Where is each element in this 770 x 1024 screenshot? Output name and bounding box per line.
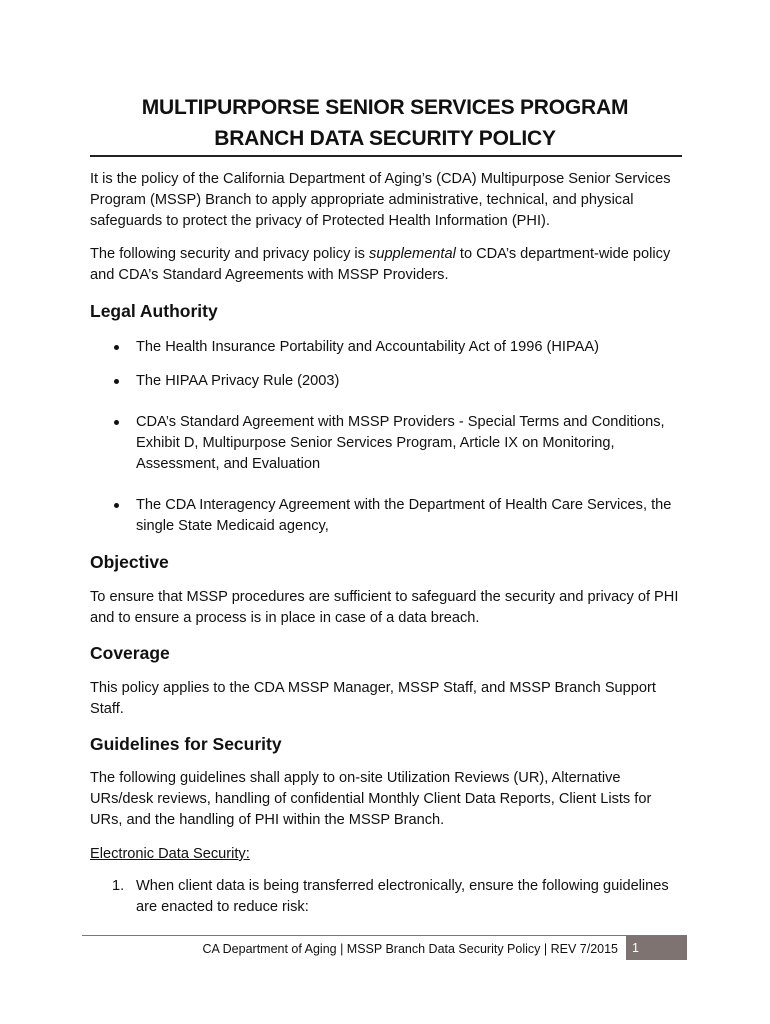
footer-text: CA Department of Aging | MSSP Branch Data Security Policy | REV 7/2015 <box>202 942 618 956</box>
footer-rule <box>82 935 687 936</box>
electronic-data-security-subheading: Electronic Data Security: <box>90 846 250 862</box>
legal-authority-heading: Legal Authority <box>90 301 218 321</box>
legal-authority-list <box>90 337 685 537</box>
legal-authority-item-text: CDA’s Standard Agreement with MSSP Providers - Special Terms and Conditions, Exhibit D, Multipurpose Senior Services Program, Article IX on Monitoring, Assessment, and Evaluation <box>136 414 665 472</box>
legal-authority-item-text: The Health Insurance Portability and Accountability Act of 1996 (HIPAA) <box>136 339 599 355</box>
coverage-heading: Coverage <box>90 643 170 663</box>
guidelines-list-item <box>90 876 685 918</box>
title-line-2: BRANCH DATA SECURITY POLICY <box>214 127 556 150</box>
title-line-1: MULTIPURPORSE SENIOR SERVICES PROGRAM <box>141 96 629 119</box>
list-item-number: 1. <box>112 878 125 894</box>
legal-authority-item <box>90 412 685 475</box>
guidelines-numbered-list <box>90 876 685 918</box>
intro-p2-after: to CDA’s department-wide policy and CDA’s Standard Agreements with MSSP Providers. <box>90 246 671 283</box>
title-underline-rule <box>90 155 682 157</box>
bullet-icon <box>114 420 119 425</box>
bullet-icon <box>114 379 119 384</box>
guidelines-text: The following guidelines shall apply to on-site Utilization Reviews (UR), Alternative URs/desk reviews, handling of confidential Monthly Client Data Reports, Client Lists for URs, and the handling of PHI within the MSSP Branch. <box>90 770 652 828</box>
legal-authority-item <box>90 337 685 358</box>
objective-heading: Objective <box>90 552 169 572</box>
legal-authority-item-text: The CDA Interagency Agreement with the Department of Health Care Services, the single State Medicaid agency, <box>136 497 672 534</box>
coverage-text: This policy applies to the CDA MSSP Manager, MSSP Staff, and MSSP Branch Support Staff. <box>90 680 656 717</box>
intro-paragraph-1: It is the policy of the California Department of Aging’s (CDA) Multipurpose Senior Services Program (MSSP) Branch to apply appropriate administrative, technical, and physical safeguards to protect the privacy of Protected Health Information (PHI). <box>90 171 671 229</box>
intro-p2-before: The following security and privacy policy is <box>90 246 370 262</box>
bullet-icon <box>114 503 119 508</box>
intro-p2-emphasis: supplemental <box>369 246 456 262</box>
objective-text: To ensure that MSSP procedures are sufficient to safeguard the security and privacy of PHI and to ensure a process is in place in case of a data breach. <box>90 589 679 626</box>
legal-authority-item-text: The HIPAA Privacy Rule (2003) <box>136 373 340 389</box>
bullet-icon <box>114 345 119 350</box>
guidelines-heading: Guidelines for Security <box>90 734 282 754</box>
intro-paragraph-2 <box>90 244 685 286</box>
list-item-text: When client data is being transferred electronically, ensure the following guidelines are enacted to reduce risk: <box>136 878 669 915</box>
legal-authority-item <box>90 371 685 392</box>
page-number-badge: 1 <box>626 936 687 960</box>
legal-authority-item <box>90 495 685 537</box>
document-title <box>90 92 680 154</box>
